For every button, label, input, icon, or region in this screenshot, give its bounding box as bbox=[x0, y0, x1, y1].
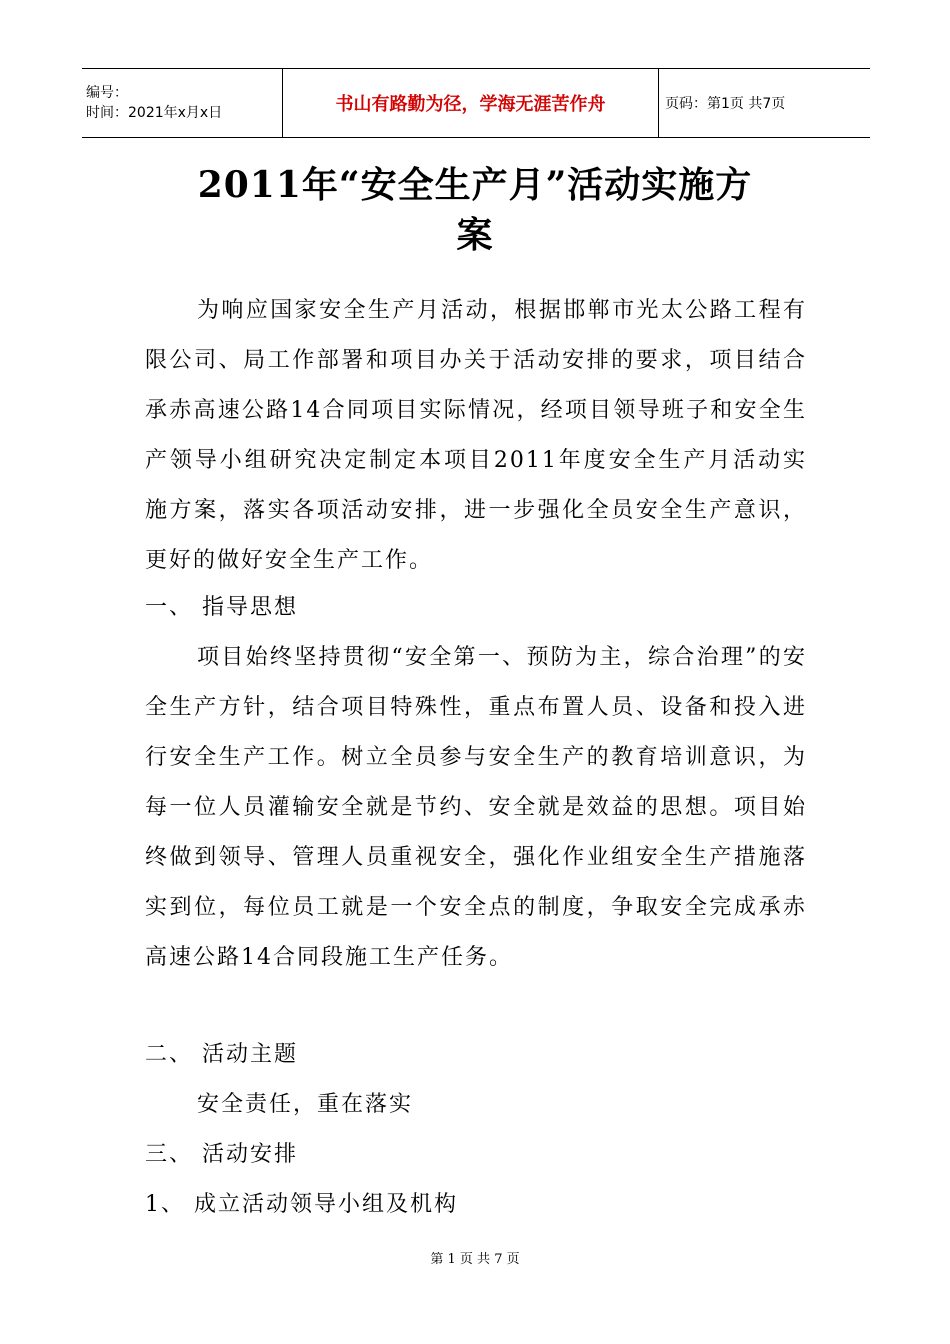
section-2-heading: 二、 活动主题 bbox=[145, 1042, 298, 1067]
header-left-cell bbox=[82, 69, 282, 137]
document-title bbox=[100, 160, 850, 260]
section-1-body: 项目始终坚持贯彻“安全第一、预防为主，综合治理”的安全生产方针，结合项目特殊性，重点布置人员、设备和投入进行安全生产工作。树立全员参与安全生产的教育培训意识，为每一位人员灌输安全就是节约、安全就是效益的思想。项目始终做到领导、管理人员重视安全，强化作业组安全生产措施落实到位，每位员工就是一个安全点的制度，争取安全完成承赤高速公路14合同段施工生产任务。 bbox=[145, 645, 807, 970]
section-1-heading: 一、 指导思想 bbox=[145, 595, 298, 620]
section-2-body: 安全责任，重在落实 bbox=[197, 1092, 414, 1117]
page-header bbox=[82, 68, 870, 138]
title-line-2: 案 bbox=[456, 214, 494, 256]
header-motto: 书山有路勤为径，学海无涯苦作舟 bbox=[282, 69, 659, 137]
page-footer: 第 1 页 共 7 页 bbox=[430, 1252, 520, 1267]
section-3-heading: 三、 活动安排 bbox=[145, 1142, 298, 1167]
intro-paragraph: 为响应国家安全生产月活动，根据邯郸市光太公路工程有限公司、局工作部署和项目办关于活动安排的要求，项目结合承赤高速公路14合同项目实际情况，经项目领导班子和安全生产领导小组研究决定制定本项目2011年度安全生产月活动实施方案，落实各项活动安排，进一步强化全员安全生产意识，更好的做好安全生产工作。 bbox=[145, 298, 807, 573]
section-3-item-1: 1、 成立活动领导小组及机构 bbox=[145, 1192, 458, 1217]
title-line-1: 2011年“安全生产月”活动实施方 bbox=[197, 164, 753, 206]
document-time-label: 时间：2021年x月x日 bbox=[86, 105, 223, 121]
header-page-info: 页码：第1页 共7页 bbox=[665, 96, 786, 112]
document-number-label: 编号： bbox=[86, 85, 128, 101]
